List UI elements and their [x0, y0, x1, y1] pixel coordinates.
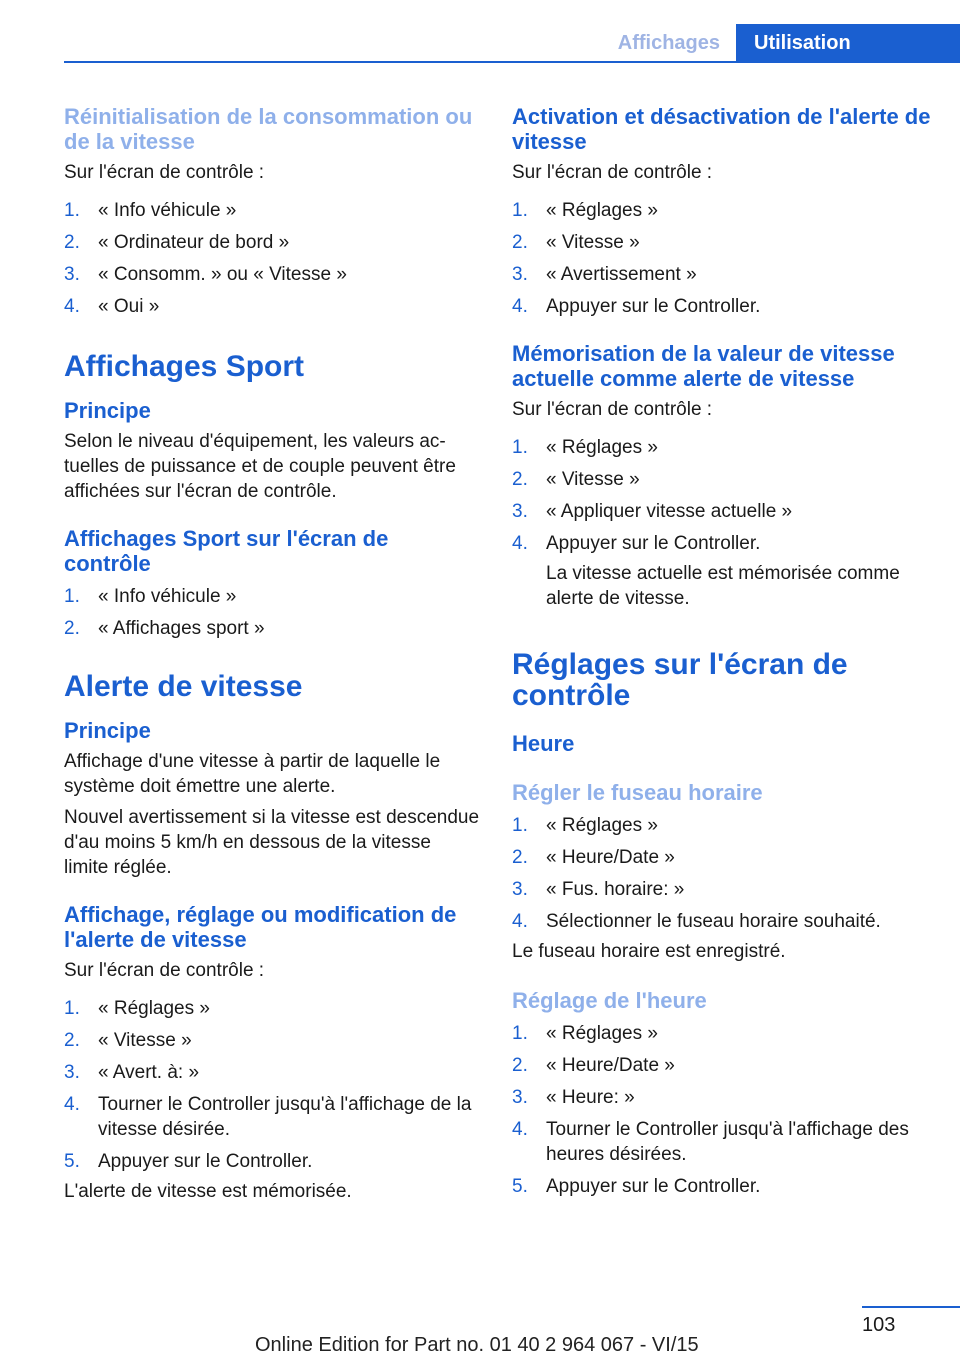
activation-intro: Sur l'écran de contrôle : — [512, 162, 713, 183]
list-item: 2. « Heure/Date » — [512, 847, 675, 868]
list-item: 5. Appuyer sur le Controller. — [64, 1151, 313, 1172]
header-rule — [64, 61, 960, 63]
alert-setting-title: Affichage, réglage ou modification de l'alerte de vitesse — [64, 902, 457, 952]
list-item: 4. Tourner le Controller jusqu'à l'affichage de la vitesse désirée. — [64, 1094, 472, 1140]
reset-intro: Sur l'écran de contrôle : — [64, 162, 265, 183]
tab-utilisation[interactable]: Utilisation — [736, 24, 960, 62]
alert-title: Alerte de vitesse — [64, 670, 303, 703]
alert-principle-heading: Principe — [64, 718, 151, 743]
memo-result: La vitesse actuelle est mémorisée comme alerte de vitesse. — [546, 563, 900, 609]
activation-steps — [512, 198, 932, 319]
list-item: 2. « Ordinateur de bord » — [64, 232, 290, 253]
reset-steps — [64, 198, 480, 319]
sport-screen-title: Affichages Sport sur l'écran de contrôle — [64, 526, 389, 576]
list-item: 2. « Vitesse » — [512, 469, 640, 490]
settings-title: Réglages sur l'écran de contrôle — [512, 648, 848, 712]
list-item: 2. « Affichages sport » — [64, 618, 265, 639]
memo-title: Mémorisation de la valeur de vitesse actuelle comme alerte de vitesse — [512, 341, 895, 391]
alert-text-1: Affichage d'une vitesse à partir de laquelle le système doit émettre une alerte. — [64, 751, 441, 797]
time-steps — [512, 1021, 932, 1199]
list-item: 1. « Réglages » — [64, 998, 210, 1019]
list-item: 1. « Info véhicule » — [64, 586, 237, 607]
list-item: 2. « Heure/Date » — [512, 1055, 675, 1076]
activation-title: Activation et désactivation de l'alerte de vitesse — [512, 104, 931, 154]
edition-footer: Online Edition for Part no. 01 40 2 964 067 - VI/15 — [255, 1334, 699, 1356]
alert-text-2: Nouvel avertissement si la vitesse est descendue d'au moins 5 km/h en dessous de la vitesse limite réglée. — [64, 807, 480, 878]
list-item: 5. Appuyer sur le Controller. — [512, 1176, 761, 1197]
tz-outro: Le fuseau horaire est enregistré. — [512, 941, 786, 962]
list-item: 2. « Vitesse » — [64, 1030, 192, 1051]
alert-steps — [64, 996, 480, 1174]
list-item: 1. « Réglages » — [512, 437, 658, 458]
list-item: 1. « Réglages » — [512, 1023, 658, 1044]
list-item: 1. « Réglages » — [512, 200, 658, 221]
list-item: 4. Tourner le Controller jusqu'à l'affichage des heures désirées. — [512, 1119, 909, 1165]
header-tabs — [602, 24, 960, 62]
tz-title: Régler le fuseau horaire — [512, 780, 763, 805]
list-item: 3. « Consomm. » ou « Vitesse » — [64, 264, 347, 285]
tz-steps — [512, 813, 932, 934]
footer-rule — [862, 1306, 960, 1308]
tab-affichages[interactable]: Affichages — [602, 24, 736, 62]
list-item: 3. « Avertissement » — [512, 264, 697, 285]
list-item: 4. « Oui » — [64, 296, 160, 317]
memo-intro: Sur l'écran de contrôle : — [512, 399, 713, 420]
sport-steps — [64, 584, 480, 641]
left-column — [64, 104, 480, 1204]
list-item: 3. « Fus. horaire: » — [512, 879, 685, 900]
sport-principle-heading: Principe — [64, 398, 151, 423]
page-number: 103 — [862, 1314, 896, 1336]
sport-title: Affichages Sport — [64, 350, 305, 383]
list-item: 4. Sélectionner le fuseau horaire souhaité. — [512, 911, 881, 932]
alert-setting-intro: Sur l'écran de contrôle : — [64, 960, 265, 981]
right-column — [512, 104, 932, 1206]
list-item: 4. Appuyer sur le Controller. — [512, 296, 761, 317]
list-item: 1. « Réglages » — [512, 815, 658, 836]
list-item: 3. « Appliquer vitesse actuelle » — [512, 501, 793, 522]
list-item: 1. « Info véhicule » — [64, 200, 237, 221]
list-item: 2. « Vitesse » — [512, 232, 640, 253]
reset-title: Réinitialisation de la consommation ou de la vitesse — [64, 104, 473, 154]
sport-principle-text: Selon le niveau d'équipement, les valeurs actuelles de puissance et de couple peuvent être affichées sur l'écran de contrôle. — [64, 431, 456, 502]
list-item: 4. Appuyer sur le Controller. — [512, 533, 761, 554]
time-title: Réglage de l'heure — [512, 988, 707, 1013]
list-item: 3. « Heure: » — [512, 1087, 635, 1108]
memo-steps — [512, 435, 932, 556]
list-item: 3. « Avert. à: » — [64, 1062, 200, 1083]
alert-outro: L'alerte de vitesse est mémorisée. — [64, 1181, 352, 1202]
heure-heading: Heure — [512, 731, 575, 756]
